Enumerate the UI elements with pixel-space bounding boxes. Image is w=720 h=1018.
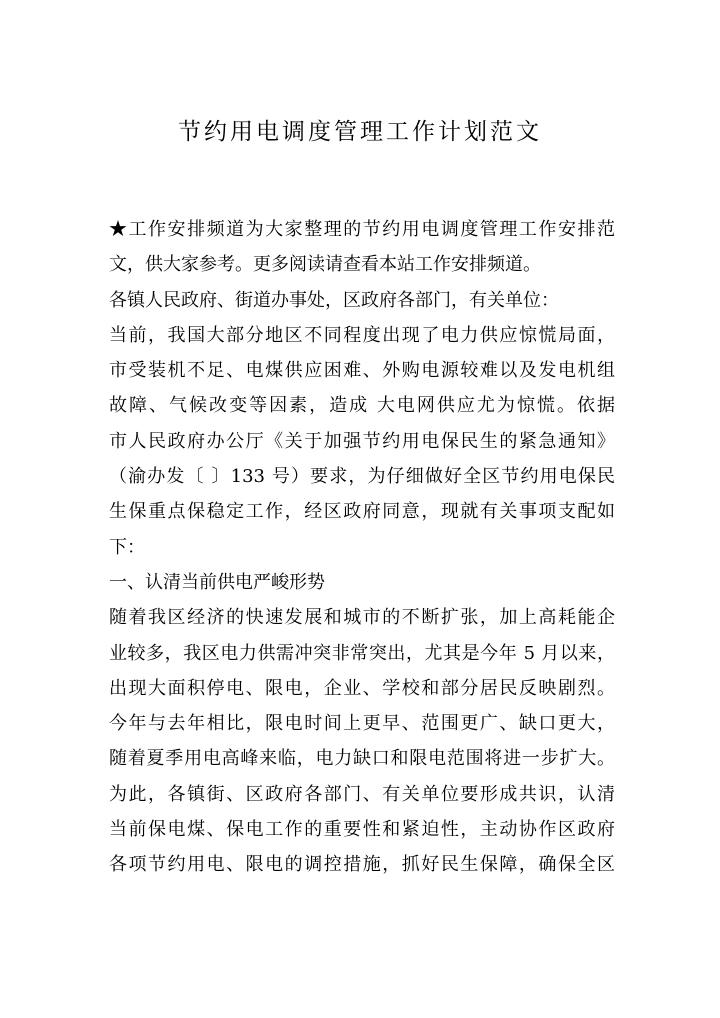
body-line: 出现大面积停电、限电，企业、学校和部分居民反映剧烈。 xyxy=(109,677,615,699)
body-line: 生保重点保稳定工作，经区政府同意，现就有关事项支配如 xyxy=(109,501,615,523)
body-line: 当前，我国大部分地区不同程度出现了电力供应惊慌局面， xyxy=(109,324,615,346)
body-line: 为此，各镇街、区政府各部门、有关单位要形成共识，认清 xyxy=(109,783,615,805)
document-body xyxy=(109,212,615,883)
body-line: 今年与去年相比，限电时间上更早、范围更广、缺口更大， xyxy=(109,713,615,735)
body-line: 各项节约用电、限电的调控措施，抓好民生保障，确保全区 xyxy=(109,854,615,876)
body-line: 下： xyxy=(109,536,145,558)
body-line: 文，供大家参考。更多阅读请查看本站工作安排频道。 xyxy=(109,254,541,276)
body-line: 市受装机不足、电煤供应困难、外购电源较难以及发电机组 xyxy=(109,360,615,382)
body-line: 随着我区经济的快速发展和城市的不断扩张，加上高耗能企 xyxy=(109,607,615,629)
section-heading: 一、认清当前供电严峻形势 xyxy=(109,571,325,593)
body-line: （渝办发〔 〕133 号）要求，为仔细做好全区节约用电保民 xyxy=(109,466,615,488)
document-title: 节约用电调度管理工作计划范文 xyxy=(178,119,542,145)
body-line: 业较多，我区电力供需冲突非常突出，尤其是今年 5 月以来， xyxy=(109,642,615,664)
body-line: 当前保电煤、保电工作的重要性和紧迫性，主动协作区政府 xyxy=(109,819,615,841)
body-line: ★工作安排频道为大家整理的节约用电调度管理工作安排范 xyxy=(109,219,615,240)
body-line: 各镇人民政府、街道办事处，区政府各部门，有关单位： xyxy=(109,289,559,311)
body-line: 随着夏季用电高峰来临，电力缺口和限电范围将进一步扩大。 xyxy=(109,748,615,770)
body-line: 故障、气候改变等因素，造成 大电网供应尤为惊慌。依据 xyxy=(109,395,615,417)
body-line: 市人民政府办公厅《关于加强节约用电保民生的紧急通知》 xyxy=(109,430,615,452)
